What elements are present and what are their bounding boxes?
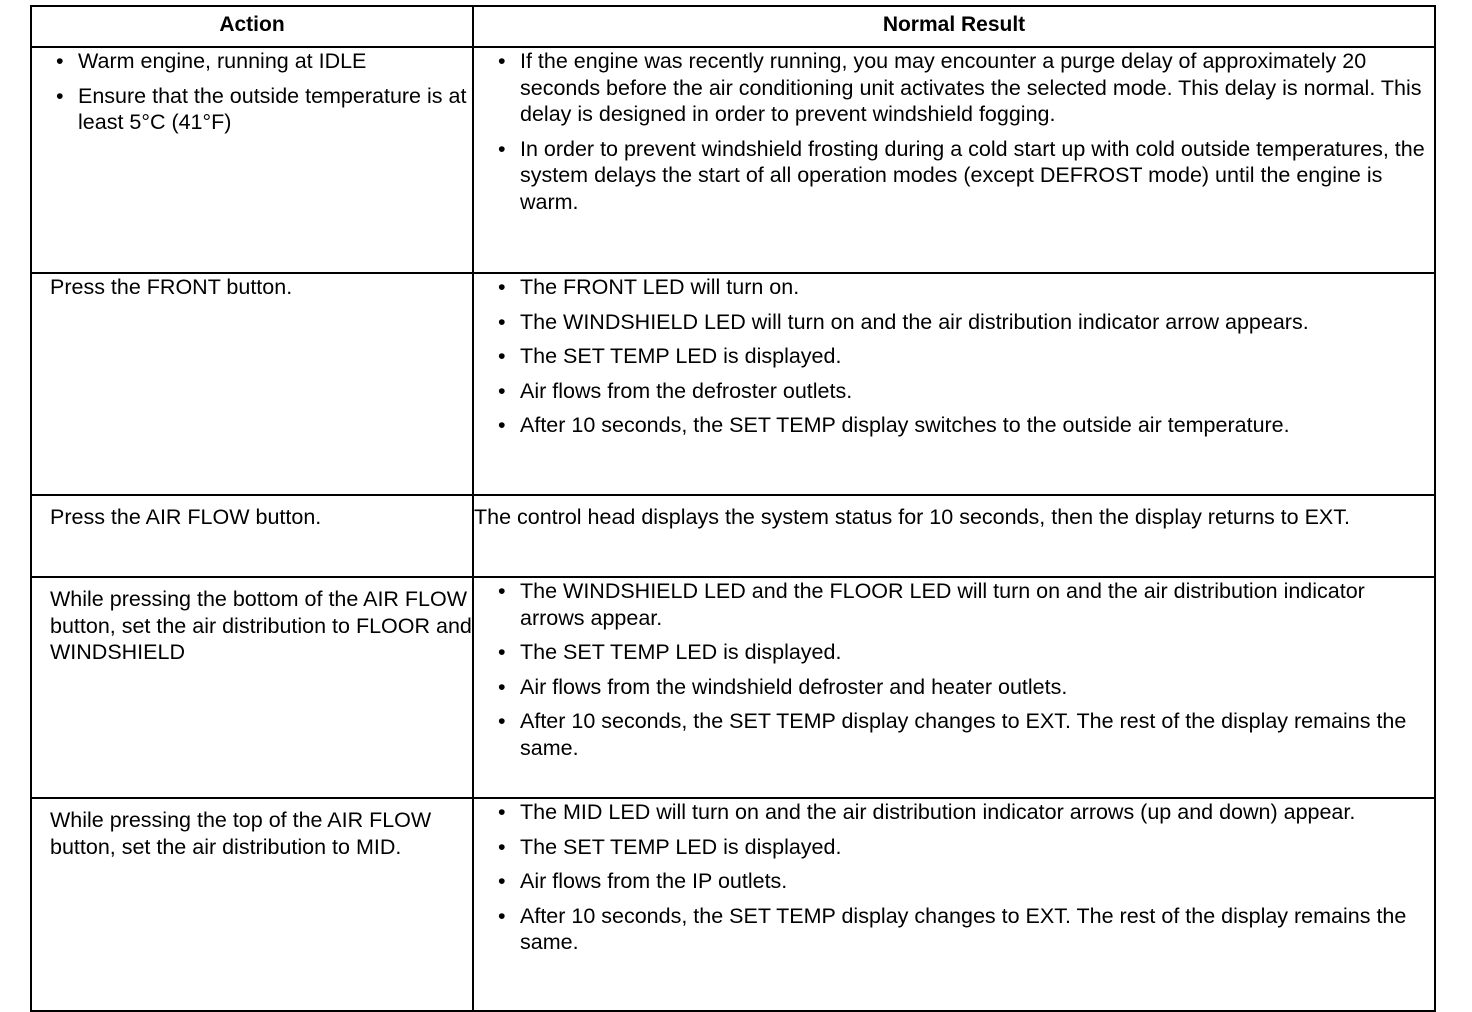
action-cell [31, 47, 473, 273]
list-item: • The FRONT LED will turn on. [474, 274, 1434, 301]
result-list [474, 274, 1434, 439]
result-cell [473, 273, 1435, 495]
list-item: • The WINDSHIELD LED and the FLOOR LED will turn on and the air distribution indicator arrows appear. [474, 578, 1434, 631]
header-action: Action [31, 6, 473, 47]
list-item: • The SET TEMP LED is displayed. [474, 834, 1434, 861]
header-normal-result: Normal Result [473, 6, 1435, 47]
result-cell [473, 577, 1435, 798]
list-item: • After 10 seconds, the SET TEMP display switches to the outside air temperature. [474, 412, 1434, 439]
result-list [474, 799, 1434, 956]
table-row [31, 577, 1435, 798]
list-item: • After 10 seconds, the SET TEMP display changes to EXT. The rest of the display remains the same. [474, 903, 1434, 956]
action-cell: Press the FRONT button. [31, 273, 473, 495]
header-row [31, 6, 1435, 47]
list-item: • The SET TEMP LED is displayed. [474, 343, 1434, 370]
table-row [31, 495, 1435, 577]
result-cell: The control head displays the system status for 10 seconds, then the display returns to EXT. [473, 495, 1435, 577]
result-list [474, 578, 1434, 761]
list-item: • The WINDSHIELD LED will turn on and the air distribution indicator arrow appears. [474, 309, 1434, 336]
list-item: • Air flows from the IP outlets. [474, 868, 1434, 895]
list-item: • After 10 seconds, the SET TEMP display changes to EXT. The rest of the display remains the same. [474, 708, 1434, 761]
list-item: • The SET TEMP LED is displayed. [474, 639, 1434, 666]
action-cell: While pressing the bottom of the AIR FLOW button, set the air distribution to FLOOR and WINDSHIELD [31, 577, 473, 798]
action-cell: Press the AIR FLOW button. [31, 495, 473, 577]
table-row [31, 273, 1435, 495]
result-cell [473, 47, 1435, 273]
table-row [31, 798, 1435, 1011]
list-item: • In order to prevent windshield frosting during a cold start up with cold outside temperatures, the system delays the start of all operation modes (except DEFROST mode) until the engine is warm. [474, 136, 1434, 216]
result-list [474, 48, 1434, 215]
list-item: • If the engine was recently running, you may encounter a purge delay of approximately 20 seconds before the air conditioning unit activates the selected mode. This delay is normal. This delay is designed in order to prevent windshield fogging. [474, 48, 1434, 128]
list-item: • Ensure that the outside temperature is at least 5°C (41°F) [32, 83, 472, 136]
list-item: • Air flows from the windshield defroster and heater outlets. [474, 674, 1434, 701]
action-list [32, 48, 472, 136]
table-row [31, 47, 1435, 273]
list-item: • Warm engine, running at IDLE [32, 48, 472, 75]
list-item: • The MID LED will turn on and the air distribution indicator arrows (up and down) appear. [474, 799, 1434, 826]
diagnostic-table [30, 5, 1436, 1012]
list-item: • Air flows from the defroster outlets. [474, 378, 1434, 405]
action-cell: While pressing the top of the AIR FLOW button, set the air distribution to MID. [31, 798, 473, 1011]
result-cell [473, 798, 1435, 1011]
